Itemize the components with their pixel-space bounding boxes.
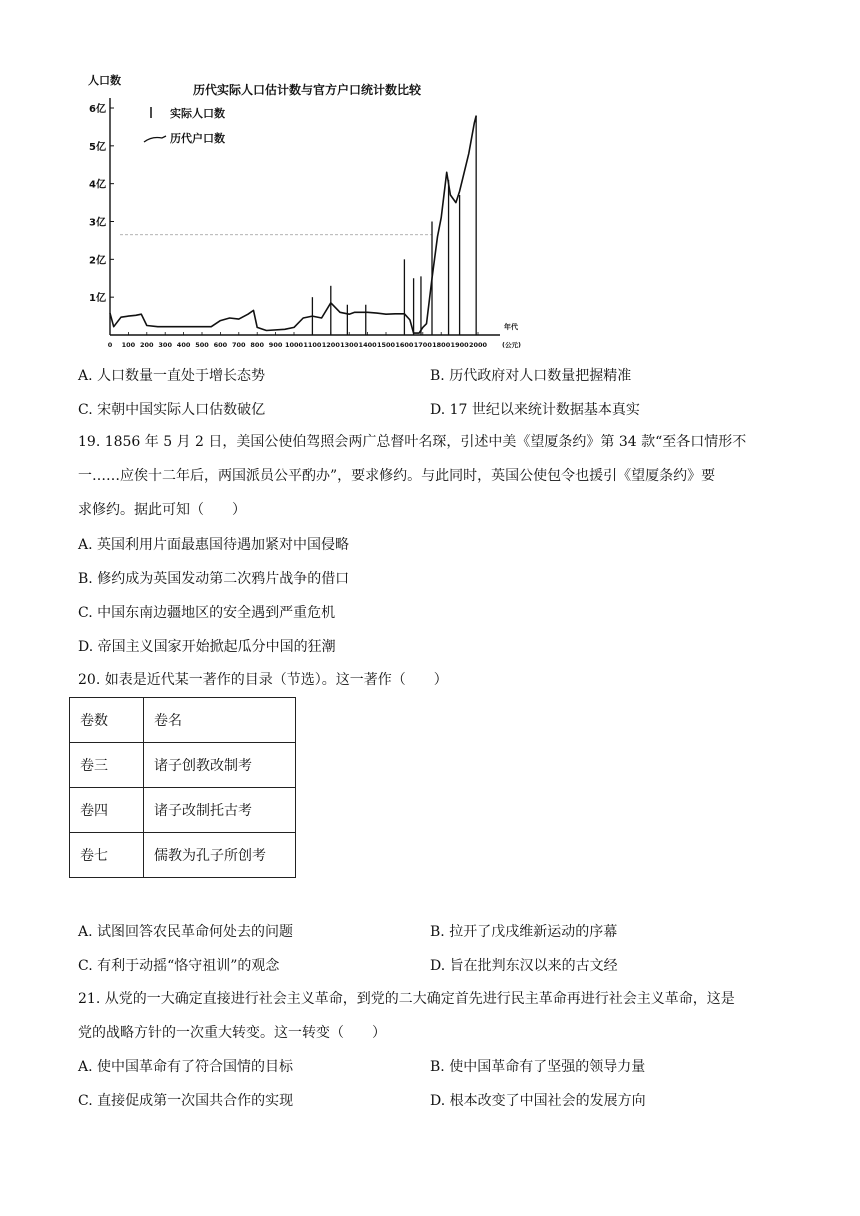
table-cell: 卷三 [70,743,144,788]
x-tick-label: 1900 [450,341,469,349]
x-tick-label: 1300 [340,341,359,349]
q20-option-c[interactable]: C. 有利于动摇“恪守祖训”的观念 [78,958,280,974]
legend-label-registered: 历代户口数 [170,132,225,145]
q19-stem-line2: 一……应俟十二年后，两国派员公平酌办”，要求修约。与此同时，英国公使包令也援引《望厦条约》要 [78,468,716,484]
x-tick-label: 1100 [303,341,322,349]
x-tick-label: 1700 [413,341,432,349]
y-tick-label: 4亿 [89,179,106,191]
x-tick-label: 1600 [395,341,414,349]
y-tick-label: 2亿 [89,255,106,267]
x-tick-label: 1800 [432,341,451,349]
x-tick-label: 800 [250,341,264,349]
x-axis-unit: (公元) [502,341,521,349]
q18-option-d[interactable]: D. 17 世纪以来统计数据基本真实 [430,402,640,418]
y-axis-label: 人口数 [88,74,121,87]
table-cell: 诸子改制托古考 [144,788,296,833]
x-tick-label: 100 [121,341,136,349]
x-tick-label: 2000 [468,341,488,349]
x-tick-label: 300 [158,341,172,349]
x-tick-label: 600 [213,341,228,349]
q21-option-b[interactable]: B. 使中国革命有了坚强的领导力量 [430,1059,646,1075]
x-tick-label: 0 [107,341,113,349]
q19-option-c[interactable]: C. 中国东南边疆地区的安全遇到严重危机 [78,605,336,621]
q19-option-a[interactable]: A. 英国利用片面最惠国待遇加紧对中国侵略 [78,537,350,553]
y-tick-label: 1亿 [89,293,106,305]
q21-option-c[interactable]: C. 直接促成第一次国共合作的实现 [78,1093,294,1109]
x-tick-label: 200 [140,341,154,349]
q19-option-b[interactable]: B. 修约成为英国发动第二次鸦片战争的借口 [78,571,350,587]
x-tick-label: 1000 [284,341,304,349]
q21-stem-line2: 党的战略方针的一次重大转变。这一转变（ ） [78,1025,386,1041]
q19-option-d[interactable]: D. 帝国主义国家开始掀起瓜分中国的狂潮 [78,639,336,655]
q20-toc-table [69,697,296,878]
q20-option-d[interactable]: D. 旨在批判东汉以来的古文经 [430,958,618,974]
chart-title: 历代实际人口估计数与官方户口统计数比较 [192,83,422,97]
y-tick-label: 5亿 [89,141,106,153]
legend-line-symbol [144,136,166,142]
x-tick-label: 1400 [358,341,377,349]
population-chart-svg [70,70,540,360]
x-tick-label: 1200 [321,341,340,349]
q20-stem: 20. 如表是近代某一著作的目录（节选）。这一著作（ ） [78,672,448,688]
q21-stem-line1: 21. 从党的一大确定直接进行社会主义革命，到党的二大确定首先进行民主革命再进行社会主义革命，这是 [78,991,735,1007]
table-cell: 卷七 [70,833,144,878]
y-tick-label: 6亿 [89,104,106,115]
q18-option-a[interactable]: A. 人口数量一直处于增长态势 [78,368,266,384]
q21-option-a[interactable]: A. 使中国革命有了符合国情的目标 [78,1059,294,1075]
q18-option-b[interactable]: B. 历代政府对人口数量把握精准 [430,368,632,384]
q19-stem-line3: 求修约。据此可知（ ） [78,502,246,518]
table-row [70,698,296,743]
table-cell: 诸子创教改制考 [144,743,296,788]
q20-option-b[interactable]: B. 拉开了戊戌维新运动的序幕 [430,924,618,940]
q18-option-c[interactable]: C. 宋朝中国实际人口估数破亿 [78,402,266,418]
table-row [70,788,296,833]
x-tick-label: 700 [232,341,246,349]
table-cell: 儒教为孔子所创考 [144,833,296,878]
population-chart [70,70,540,360]
x-tick-label: 400 [176,341,191,349]
legend-label-actual: 实际人口数 [170,107,225,120]
table-cell: 卷数 [70,698,144,743]
table-row [70,743,296,788]
table-cell: 卷名 [144,698,296,743]
q19-stem-line1: 19. 1856 年 5 月 2 日，美国公使伯驾照会两广总督叶名琛，引述中美《望厦条约》第 34 款“至各口情形不 [78,434,747,450]
q20-option-a[interactable]: A. 试图回答农民革命何处去的问题 [78,924,294,940]
x-tick-label: 500 [195,341,209,349]
x-tick-label: 900 [268,341,283,349]
table-cell: 卷四 [70,788,144,833]
y-tick-label: 3亿 [89,217,106,229]
q21-option-d[interactable]: D. 根本改变了中国社会的发展方向 [430,1093,646,1109]
table-row [70,833,296,878]
x-tick-label: 1500 [376,341,396,349]
x-axis-label: 年代 [504,323,518,331]
